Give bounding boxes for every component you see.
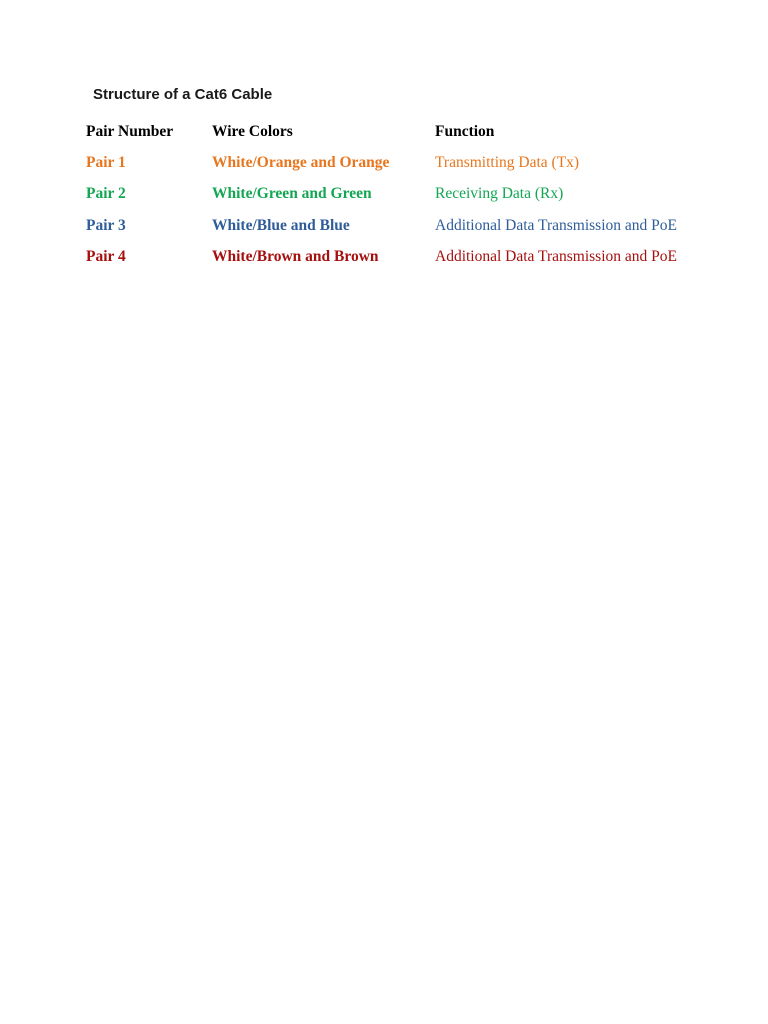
function-cell: Transmitting Data (Tx) [435, 153, 580, 171]
function-cell: Receiving Data (Rx) [435, 185, 564, 203]
wire-colors-cell: White/Blue and Blue [212, 216, 350, 234]
header-wire-colors: Wire Colors [212, 122, 293, 140]
table-row [86, 210, 695, 241]
wire-colors-cell: White/Brown and Brown [212, 247, 379, 265]
cable-pairs-table [86, 116, 695, 272]
pair-number-cell: Pair 4 [86, 247, 126, 265]
document-title: Structure of a Cat6 Cable [93, 86, 273, 103]
function-cell: Additional Data Transmission and PoE [435, 247, 677, 265]
pair-number-cell: Pair 3 [86, 216, 126, 234]
pair-number-cell: Pair 1 [86, 153, 126, 171]
table-header-row [86, 116, 695, 147]
header-pair-number: Pair Number [86, 122, 174, 140]
function-cell: Additional Data Transmission and PoE [435, 216, 677, 234]
pair-number-cell: Pair 2 [86, 185, 126, 203]
table-row [86, 179, 695, 210]
wire-colors-cell: White/Green and Green [212, 185, 372, 203]
header-function: Function [435, 122, 495, 140]
wire-colors-cell: White/Orange and Orange [212, 153, 390, 171]
table-row [86, 147, 695, 178]
table-row [86, 241, 695, 272]
